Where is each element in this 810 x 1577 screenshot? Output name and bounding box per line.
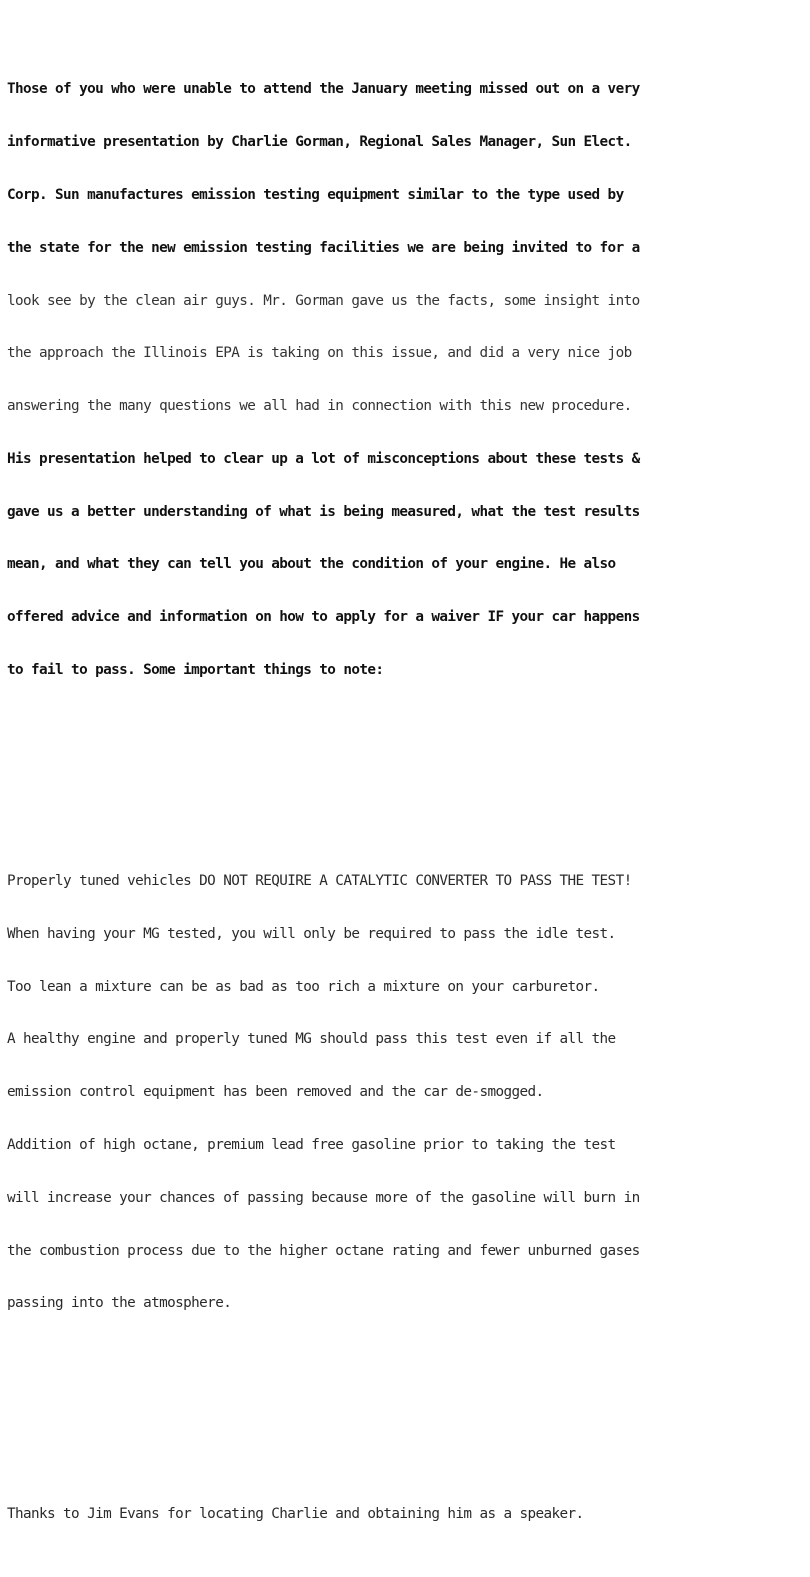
tip-line: Addition of high octane, premium lead free gasoline prior to taking the test — [7, 1137, 616, 1153]
intro-line: to fail to pass. Some important things to note: — [7, 661, 384, 678]
paragraph-gap — [7, 1401, 807, 1419]
tip-line: Properly tuned vehicles DO NOT REQUIRE A CATALYTIC CONVERTER TO PASS THE TEST! — [7, 873, 632, 890]
tip-line: emission control equipment has been removed and the car de-smogged. — [7, 1084, 544, 1101]
intro-line: the approach the Illinois EPA is taking on this issue, and did a very nice job — [7, 345, 632, 362]
thanks-paragraph — [7, 1471, 807, 1559]
tip-line: A healthy engine and properly tuned MG should pass this test even if all the — [7, 1031, 616, 1048]
intro-paragraph — [7, 46, 807, 715]
thanks-line: Thanks to Jim Evans for locating Charlie and obtaining him as a speaker. — [7, 1506, 584, 1523]
newsletter-article — [7, 11, 807, 1577]
intro-line: mean, and what they can tell you about the condition of your engine. He also — [7, 556, 616, 573]
intro-line: the state for the new emission testing facilities we are being invited to for a — [7, 239, 640, 256]
intro-line: Those of you who were unable to attend the January meeting missed out on a very — [7, 81, 640, 98]
paragraph-gap — [7, 768, 807, 786]
intro-line: Corp. Sun manufactures emission testing equipment similar to the type used by — [7, 186, 624, 203]
intro-line: look see by the clean air guys. Mr. Gorman gave us the facts, some insight into — [7, 292, 640, 309]
intro-line: answering the many questions we all had in connection with this new procedure. — [7, 398, 632, 415]
intro-line: offered advice and information on how to apply for a waiver IF your car happens — [7, 609, 640, 626]
tips-paragraph — [7, 838, 807, 1348]
intro-line: informative presentation by Charlie Gorman, Regional Sales Manager, Sun Elect. — [7, 134, 632, 151]
intro-line: His presentation helped to clear up a lot of misconceptions about these tests & — [7, 450, 640, 467]
intro-line: gave us a better understanding of what is being measured, what the test results — [7, 503, 640, 520]
tip-line: passing into the atmosphere. — [7, 1295, 232, 1312]
tip-line: When having your MG tested, you will only be required to pass the idle test. — [7, 925, 616, 942]
tip-line: Too lean a mixture can be as bad as too rich a mixture on your carburetor. — [7, 978, 600, 995]
tip-line: the combustion process due to the higher octane rating and fewer unburned gases — [7, 1242, 640, 1259]
tip-line: will increase your chances of passing because more of the gasoline will burn in — [7, 1189, 640, 1206]
